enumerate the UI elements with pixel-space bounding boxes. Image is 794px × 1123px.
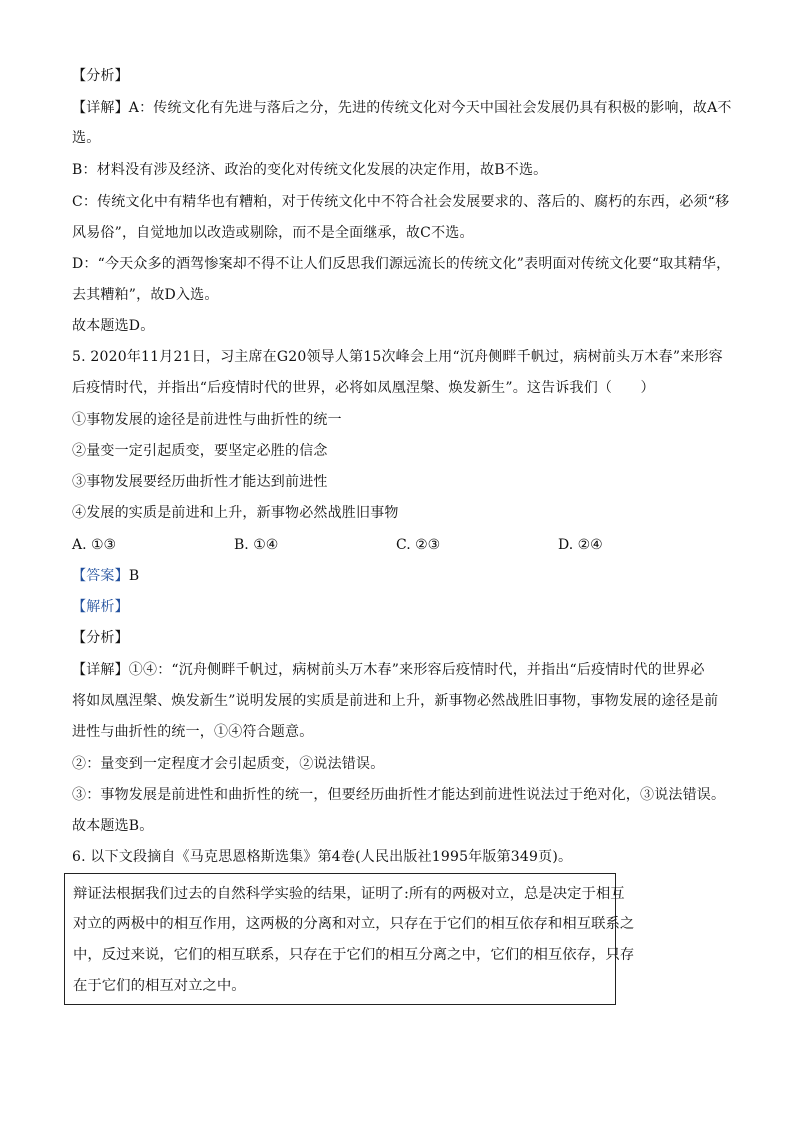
q5-explain-tag: 【解析】: [72, 599, 129, 615]
q5-statement-3: ③事物发展要经历曲折性才能达到前进性: [72, 474, 328, 490]
q5-option-c: C. ②③: [396, 537, 441, 553]
q5-options: [72, 535, 732, 555]
q4-option-b-explain: B：材料没有涉及经济、政治的变化对传统文化发展的决定作用，故B不选。: [72, 162, 548, 178]
q5-option-b: B. ①④: [234, 537, 279, 553]
q6-quote-line-3: 中，反过来说，它们的相互联系，只存在于它们的相互分离之中，它们的相互依存，只存: [73, 947, 635, 963]
q6-stem: 6. 以下文段摘自《马克思恩格斯选集》第4卷(人民出版社1995年版第349页)。: [72, 849, 573, 865]
q5-detail-line-2: 将如凤凰涅槃、焕发新生”说明发展的实质是前进和上升，新事物必然战胜旧事物，事物发展的途径是前: [72, 693, 719, 709]
q4-option-d-explain-1: D：“今天众多的酒驾惨案却不得不让人们反思我们源远流长的传统文化”表明面对传统文化要“取其精华，: [72, 256, 731, 272]
q5-answer: [72, 566, 732, 586]
q5-conclusion: 故本题选B。: [72, 818, 154, 834]
q4-option-d-explain-2: 去其糟粕”，故D入选。: [72, 287, 219, 303]
q5-statement-4: ④发展的实质是前进和上升，新事物必然战胜旧事物: [72, 505, 399, 521]
q6-quote-box: [64, 873, 635, 1005]
q5-stem-line-1: 5. 2020年11月21日，习主席在G20领导人第15次峰会上用“沉舟侧畔千帆过，病树前头万木春”来形容: [72, 349, 723, 365]
q4-conclusion: 故本题选D。: [72, 318, 155, 334]
q5-answer-value: B: [128, 568, 140, 584]
q5-detail-3: ③：事物发展是前进性和曲折性的统一，但要经历曲折性才能达到前进性说法过于绝对化，③说法错误。: [72, 787, 726, 803]
q5-detail-line-1: 【详解】①④：“沉舟侧畔千帆过，病树前头万木春”来形容后疫情时代，并指出“后疫情时代的世界必: [72, 662, 705, 678]
q5-statement-1: ①事物发展的途径是前进性与曲折性的统一: [72, 412, 342, 428]
q4-option-c-explain-2: 风易俗”，自觉地加以改造或剔除，而不是全面继承，故C不选。: [72, 225, 474, 241]
q5-option-a: A. ①③: [72, 537, 117, 553]
q6-quote-line-1: 辩证法根据我们过去的自然科学实验的结果，证明了:所有的两极对立，总是决定于相互: [73, 886, 625, 902]
q4-detail-line-1: 【详解】A：传统文化有先进与落后之分，先进的传统文化对今天中国社会发展仍具有积极的影响，故A不: [72, 100, 732, 116]
q4-option-c-explain-1: C：传统文化中有精华也有糟粕，对于传统文化中不符合社会发展要求的、落后的、腐朽的东西，必须“移: [72, 194, 730, 210]
q5-stem-line-2: 后疫情时代，并指出“后疫情时代的世界，必将如凤凰涅槃、焕发新生”。这告诉我们（ ）: [72, 380, 655, 396]
q5-statement-2: ②量变一定引起质变，要坚定必胜的信念: [72, 443, 328, 459]
q5-detail-line-3: 进性与曲折性的统一，①④符合题意。: [72, 724, 314, 740]
q5-detail-2: ②：量变到一定程度才会引起质变，②说法错误。: [72, 756, 385, 772]
q5-answer-tag: 【答案】: [72, 568, 129, 584]
q6-quote-line-2: 对立的两极中的相互作用，这两极的分离和对立，只存在于它们的相互依存和相互联系之: [73, 916, 635, 932]
q5-option-d: D. ②④: [558, 537, 603, 553]
q6-quote-line-4: 在于它们的相互对立之中。: [73, 978, 246, 994]
q5-analysis-tag: 【分析】: [72, 630, 129, 646]
q4-detail-line-2: 选。: [72, 130, 101, 146]
q4-analysis-tag: 【分析】: [72, 68, 129, 84]
